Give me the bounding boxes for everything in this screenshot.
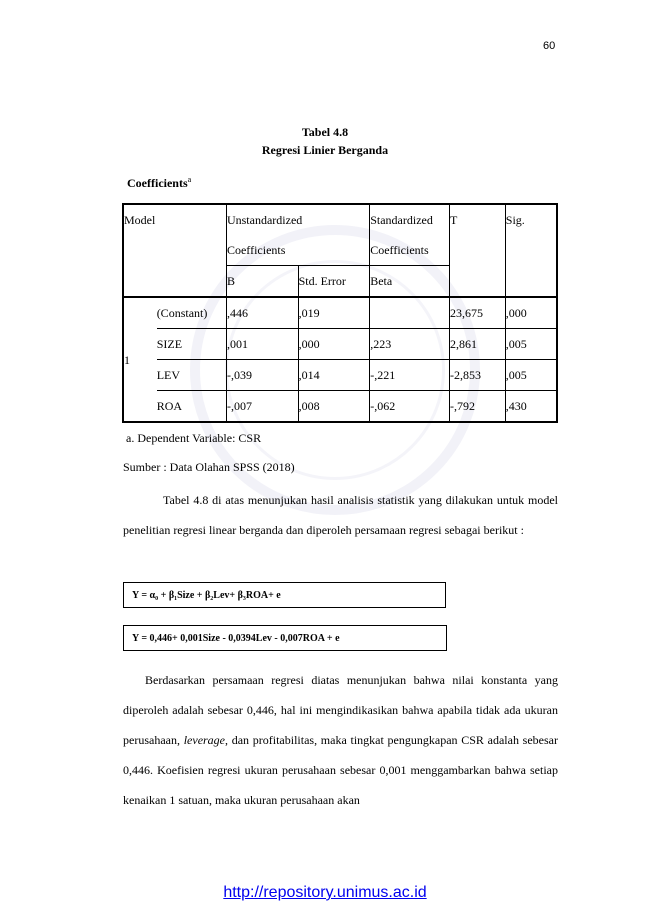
coefficients-label: Coefficients$^a$ — [127, 175, 192, 190]
header-t: T — [450, 204, 506, 297]
page-number: 60 — [543, 40, 556, 52]
header-sig: Sig. — [505, 204, 557, 297]
dependent-variable-note: a. Dependent Variable: CSR — [126, 431, 262, 445]
regression-table — [122, 203, 558, 423]
row-se: ,008 — [298, 391, 370, 423]
row-beta: ,223 — [370, 329, 450, 360]
row-se: ,014 — [298, 360, 370, 391]
header-beta: Beta — [370, 266, 450, 298]
table-row — [123, 391, 557, 423]
model-number: 1 — [123, 297, 157, 422]
row-b: ,446 — [226, 297, 298, 329]
row-sig: ,005 — [505, 360, 557, 391]
header-b: B — [226, 266, 298, 298]
row-se: ,000 — [298, 329, 370, 360]
table-header-row — [123, 204, 557, 266]
table-row — [123, 329, 557, 360]
table-subtitle: Regresi Linier Berganda — [261, 143, 389, 157]
equation-general: Y = α₀ + β₁Size + β₂Lev+ β₃ROA+ e — [123, 582, 446, 608]
table-title: Tabel 4.8 — [301, 125, 349, 139]
row-t: 23,675 — [450, 297, 506, 329]
row-t: 2,861 — [450, 329, 506, 360]
row-t: -2,853 — [450, 360, 506, 391]
row-beta — [370, 297, 450, 329]
table-row — [123, 360, 557, 391]
row-b: ,001 — [226, 329, 298, 360]
header-standardized: Standardized Coefficients — [370, 204, 450, 266]
footer — [0, 884, 650, 902]
row-t: -,792 — [450, 391, 506, 423]
row-sig: ,000 — [505, 297, 557, 329]
header-model: Model — [123, 204, 226, 297]
row-beta: -,062 — [370, 391, 450, 423]
row-b: -,039 — [226, 360, 298, 391]
paragraph-interpretation: Berdasarkan persamaan regresi diatas menunjukan bahwa nilai konstanta yang diperoleh adalah sebesar 0,446, hal ini mengindikasikan bahwa apabila tidak ada ukuran perusahaan, leverage, dan profitabilitas, maka tingkat pengungkapan CSR adalah sebesar 0,446. Koefisien regresi ukuran perusahaan sebesar 0,001 menggambarkan bahwa setiap kenaikan 1 satuan, maka ukuran perusahaan akan — [123, 673, 558, 807]
row-sig: ,430 — [505, 391, 557, 423]
row-se: ,019 — [298, 297, 370, 329]
equation-estimated: Y = 0,446+ 0,001Size - 0,0394Lev - 0,007ROA + e — [123, 625, 447, 651]
row-var: LEV — [157, 360, 227, 391]
row-var: SIZE — [157, 329, 227, 360]
row-b: -,007 — [226, 391, 298, 423]
row-beta: -,221 — [370, 360, 450, 391]
row-var: ROA — [157, 391, 227, 423]
source-note: Sumber : Data Olahan SPSS (2018) — [123, 460, 295, 474]
repository-link[interactable]: http://repository.unimus.ac.id — [223, 884, 427, 901]
row-var: (Constant) — [157, 297, 227, 329]
header-std-error: Std. Error — [298, 266, 370, 298]
table-row — [123, 297, 557, 329]
paragraph-intro: Tabel 4.8 di atas menunjukan hasil analisis statistik yang dilakukan untuk model penelitian regresi linear berganda dan diperoleh persamaan regresi sebagai berikut : — [123, 493, 558, 537]
row-sig: ,005 — [505, 329, 557, 360]
header-unstandardized: Unstandardized Coefficients — [226, 204, 369, 266]
